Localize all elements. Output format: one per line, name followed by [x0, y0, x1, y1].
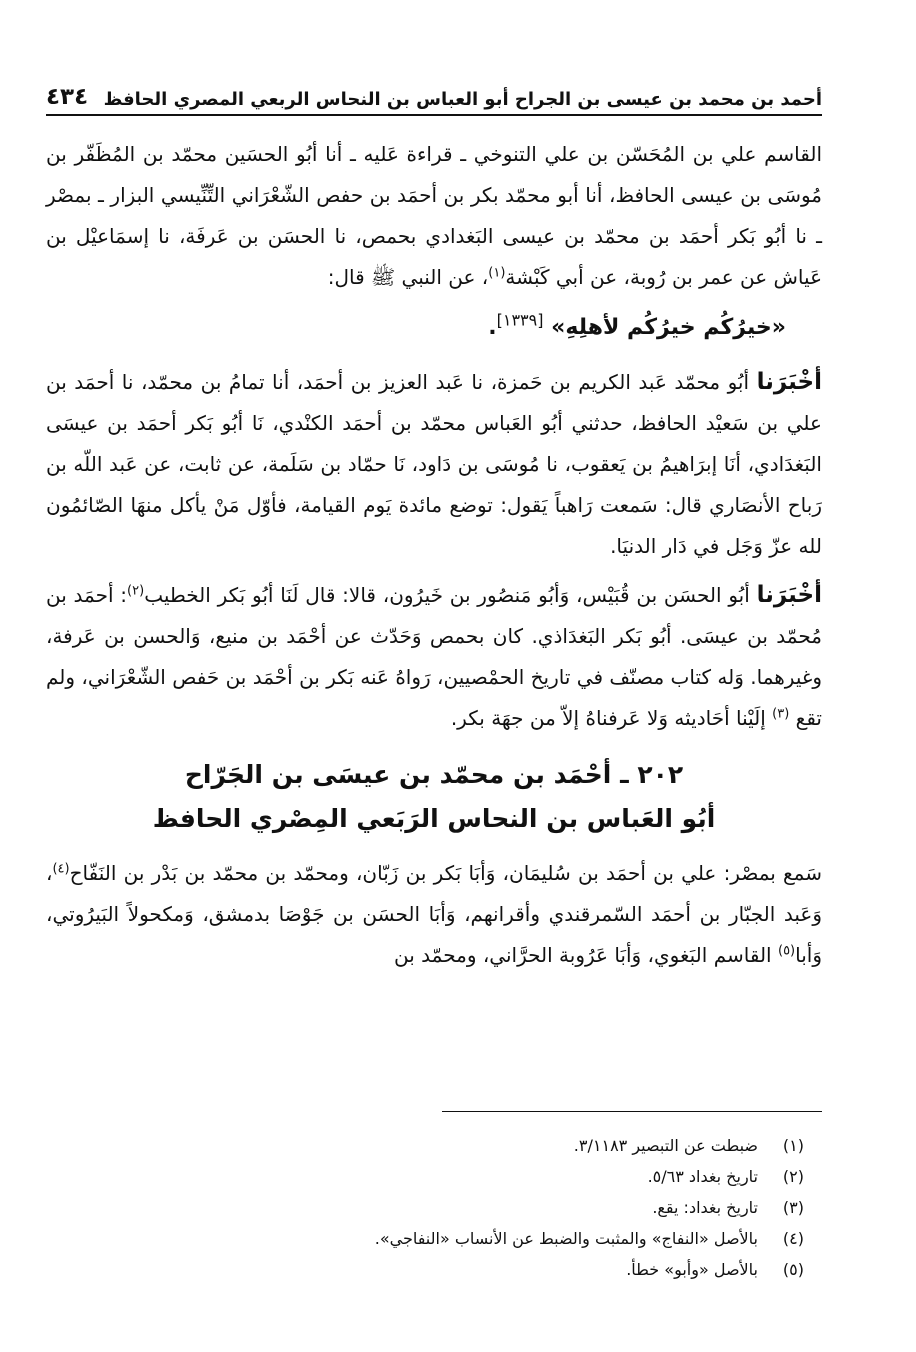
footnote-number: (٣): [782, 1198, 804, 1217]
footnote-number: (٥): [782, 1260, 804, 1279]
paragraph-1: [46, 134, 822, 298]
paragraph-4-text-b: ، وَعَبد الجبّار بن أحمَد السّمرقندي وأقرانهم، وَأبَا الحسَن بن جَوْصَا بدمشق، وَمكحولاً البَيرُوتي، وَأبا: [46, 861, 822, 967]
paragraph-1-text-a: القاسم علي بن المُحَسّن بن علي التنوخي ـ قراءة عَليه ـ أنا أبُو الحسَين محمّد بن المُظَفّر بن مُوسَى بن عيسى الحافظ، أنا أبو محمّد بكر بن أحمَد بن حفص الشّعْرَاني التِّنِّيسي البزار ـ بمصْر ـ نا أبُو بَكر أحمَد بن محمّد بن عيسى البَغدادي بحمص، نا الحسَن بن عَرفَة، نا إسمَاعيْل بن عَياش عن عمر بن رُوبة، عن أبي كَبْشة: [46, 142, 822, 289]
footnote-item: [46, 1161, 822, 1192]
paragraph-2: [46, 362, 822, 567]
footnote-marker-3: (٣): [772, 706, 790, 722]
paragraph-4-text-a: سَمع بمصْر: علي بن أحمَد بن سُليمَان، وَأبَا بَكر بن زَبّان، ومحمّد بن محمّد بن بَدْر بن النَفّاح: [69, 861, 822, 885]
paragraph-3-lead: أخْبَرَنا: [756, 582, 822, 608]
footnote-text: بالأصل «النفاج» والمثبت والضبط عن الأنساب «النفاجي».: [374, 1229, 758, 1248]
footnote-item: [46, 1192, 822, 1223]
footnote-number: (١): [782, 1136, 804, 1155]
paragraph-3-text-a: أبُو الحسَن بن قُبَيْس، وَأبُو مَنصُور بن خَيرُون، قالا: قال لَنَا أبُو بَكر الخطيب: [144, 583, 750, 607]
footnote-separator: [442, 1111, 822, 1112]
paragraph-4-text-c: القاسم البَغوي، وَأبَا عَرُوبة الحرَّاني، ومحمّد بن: [394, 943, 772, 967]
entry-heading-line-1: ٢٠٢ ـ أحْمَد بن محمّد بن عيسَى بن الجَرّاح: [184, 760, 684, 789]
footnote-marker-4: (٤): [52, 861, 70, 877]
footnote-marker-5: (٥): [777, 943, 796, 959]
page-number: ٤٣٤: [46, 84, 89, 110]
running-header: [46, 70, 822, 116]
footnotes: [46, 1111, 822, 1285]
footnote-number: (٤): [782, 1229, 804, 1248]
paragraph-2-text: أبُو محمّد عَبد الكريم بن حَمزة، نا عَبد العزيز بن أحمَد، أنا تمامُ بن محمّد، نا أحمَد بن علي بن سَعيْد الحافظ، حدثني أبُو العَباس محمّد بن أحمَد الكنْدي، نَا أبُو بَكر أحمَد بن عيسَى البَغدَادي، أنَا إبرَاهيمُ بن يَعقوب، نا مُوسَى بن دَاود، نَا حمّاد بن سَلَمة، عن ثابت، عن عَبد اللّه بن رَباح الأنصَاري قال: سَمعت رَاهباً يَقول: توضع مائدة يَوم القيامة، فأوّل مَنْ يأكل منهَا الصّائمُون لله عزّ وَجَل في دَار الدنيَا.: [46, 370, 822, 558]
paragraph-3-text-c: إلَيْنا أحَاديثه وَلا عَرفناهُ إلاّ من جهَة بكر.: [450, 706, 766, 730]
footnote-marker-1: (١): [488, 265, 506, 281]
footnote-item: [46, 1223, 822, 1254]
entry-heading: [46, 753, 822, 841]
paragraph-3-text-b: : أحمَد بن مُحمّد بن عيسَى. أبُو بَكر البَغدَاذي. كان بحمص وَحَدّث عن أحْمَد بن منيع، وَالحسن بن عَرفة، وغيرهما. وَله كتاب مصنّف في تاريخ الحمْصيين، رَواهُ عَنه بَكر بن أحْمَد بن حَفص الشّعْرَاني، ولم تقع: [46, 583, 822, 730]
running-title: أحمد بن محمد بن عيسى بن الجراح أبو العباس بن النحاس الربعي المصري الحافظ: [103, 89, 822, 110]
paragraph-2-lead: أخْبَرَنا: [756, 369, 822, 395]
footnote-text: بالأصل «وأبو» خطأ.: [626, 1260, 758, 1279]
entry-heading-line-2: أبُو العَباس بن النحاس الرَبَعي المِصْري الحافظ: [152, 804, 716, 833]
paragraph-4: [46, 853, 822, 976]
footnote-item: [46, 1254, 822, 1285]
footnote-marker-2: (٢): [127, 583, 145, 599]
footnote-text: ضبطت عن التبصير ٣/١١٨٣.: [573, 1136, 758, 1155]
hadith-end: .: [488, 315, 497, 340]
paragraph-1-text-b: ، عن النبي ﷺ قال:: [327, 265, 489, 289]
footnote-text: تاريخ بغداد: يقع.: [652, 1198, 758, 1217]
book-page: [46, 70, 822, 1320]
footnote-number: (٢): [782, 1167, 804, 1186]
paragraph-3: [46, 575, 822, 739]
hadith-reference-number: [١٣٣٩]: [496, 310, 544, 330]
hadith-quote: [46, 306, 822, 350]
main-text: [46, 134, 822, 976]
footnote-text: تاريخ بغداد ٥/٦٣.: [647, 1167, 758, 1186]
footnote-item: [46, 1130, 822, 1161]
hadith-text: «خيرُكُم خيرُكُم لأهلِهِ»: [551, 315, 786, 340]
